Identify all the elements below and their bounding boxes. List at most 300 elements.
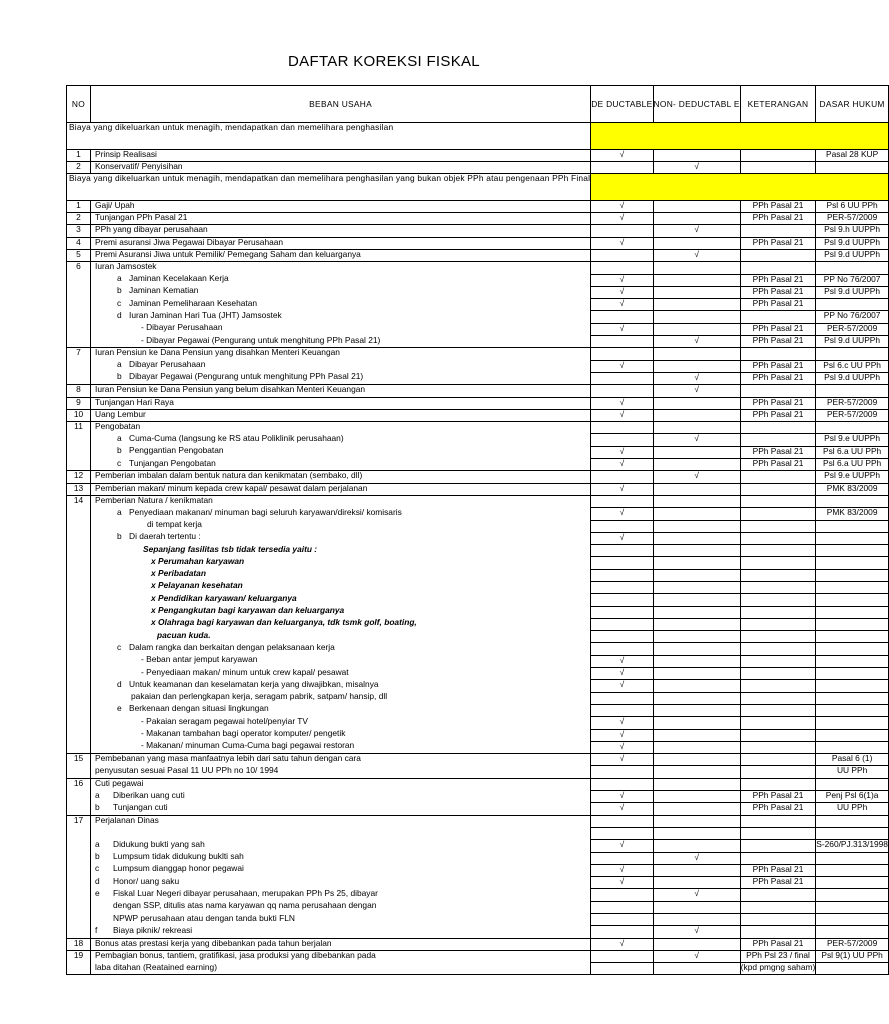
table-row bbox=[67, 864, 889, 876]
table-row bbox=[67, 950, 889, 962]
non-deductable-cell: √ bbox=[653, 336, 740, 348]
deductable-cell: √ bbox=[591, 717, 653, 729]
non-deductable-cell: √ bbox=[653, 434, 740, 446]
non-deductable-cell bbox=[653, 557, 740, 569]
dasar-hukum-cell: Psl 9.d UUPPh bbox=[816, 237, 889, 249]
non-deductable-cell bbox=[653, 803, 740, 815]
keterangan-cell: PPh Pasal 21 bbox=[740, 200, 815, 212]
non-deductable-cell bbox=[653, 606, 740, 618]
keterangan-cell: PPh Pasal 21 bbox=[740, 446, 815, 458]
non-deductable-cell bbox=[653, 409, 740, 421]
keterangan-cell bbox=[740, 680, 815, 692]
item-letter: f bbox=[95, 924, 98, 935]
keterangan-cell bbox=[740, 569, 815, 581]
dasar-hukum-cell: UU PPh bbox=[816, 766, 889, 778]
keterangan-cell bbox=[740, 704, 815, 716]
row-number bbox=[67, 446, 91, 458]
deductable-cell bbox=[591, 348, 653, 360]
keterangan-cell bbox=[740, 311, 815, 323]
item-letter: a bbox=[117, 506, 122, 517]
dasar-hukum-cell bbox=[816, 827, 889, 839]
non-deductable-cell bbox=[653, 938, 740, 950]
keterangan-cell: PPh Pasal 21 bbox=[740, 299, 815, 311]
row-number bbox=[67, 717, 91, 729]
beban-usaha-cell bbox=[91, 926, 591, 938]
dasar-hukum-cell: PER-57/2009 bbox=[816, 397, 889, 409]
beban-usaha-cell bbox=[91, 532, 591, 544]
beban-usaha-cell: pacuan kuda. bbox=[91, 631, 591, 643]
deductable-cell bbox=[591, 766, 653, 778]
row-number bbox=[67, 286, 91, 298]
deductable-cell: √ bbox=[591, 938, 653, 950]
beban-usaha-cell: Pemberian imbalan dalam bentuk natura dan kenikmatan (sembako, dll) bbox=[91, 471, 591, 483]
keterangan-cell: PPh Pasal 21 bbox=[740, 323, 815, 335]
row-number bbox=[67, 311, 91, 323]
beban-usaha-cell: Pembagian bonus, tantiem, gratifikasi, jasa produksi yang dibebankan pada bbox=[91, 950, 591, 962]
keterangan-cell bbox=[740, 557, 815, 569]
deductable-cell bbox=[591, 225, 653, 237]
non-deductable-cell bbox=[653, 422, 740, 434]
deductable-cell: √ bbox=[591, 459, 653, 471]
dasar-hukum-cell bbox=[816, 692, 889, 704]
keterangan-cell bbox=[740, 631, 815, 643]
deductable-cell bbox=[591, 618, 653, 630]
non-deductable-cell: √ bbox=[653, 161, 740, 173]
non-deductable-cell bbox=[653, 877, 740, 889]
row-number: 1 bbox=[67, 200, 91, 212]
keterangan-cell bbox=[740, 766, 815, 778]
non-deductable-cell bbox=[653, 618, 740, 630]
keterangan-cell bbox=[740, 754, 815, 766]
row-number: 7 bbox=[67, 348, 91, 360]
keterangan-cell: PPh Pasal 21 bbox=[740, 864, 815, 876]
keterangan-cell bbox=[740, 149, 815, 161]
keterangan-cell: PPh Pasal 21 bbox=[740, 286, 815, 298]
table-row bbox=[67, 778, 889, 790]
table-row bbox=[67, 655, 889, 667]
deductable-cell: √ bbox=[591, 532, 653, 544]
deductable-cell bbox=[591, 901, 653, 913]
non-deductable-cell bbox=[653, 323, 740, 335]
keterangan-cell: PPh Pasal 21 bbox=[740, 409, 815, 421]
deductable-cell: √ bbox=[591, 274, 653, 286]
beban-usaha-cell: laba ditahan (Reatained earning) bbox=[91, 963, 591, 975]
beban-usaha-cell: Pemberian Natura / kenikmatan bbox=[91, 495, 591, 507]
dasar-hukum-cell bbox=[816, 348, 889, 360]
row-number: 11 bbox=[67, 422, 91, 434]
row-number: 3 bbox=[67, 225, 91, 237]
keterangan-cell bbox=[740, 225, 815, 237]
row-number: 12 bbox=[67, 471, 91, 483]
beban-usaha-cell: Pembebanan yang masa manfaatnya lebih dari satu tahun dengan cara bbox=[91, 754, 591, 766]
row-number bbox=[67, 372, 91, 384]
item-text: Dibayar Pegawai (Pengurang untuk menghitung PPh Pasal 21) bbox=[129, 371, 364, 382]
deductable-cell bbox=[591, 372, 653, 384]
non-deductable-cell bbox=[653, 827, 740, 839]
item-text: Penggantian Pengobatan bbox=[129, 445, 224, 456]
keterangan-cell bbox=[740, 914, 815, 926]
non-deductable-cell bbox=[653, 717, 740, 729]
non-deductable-cell bbox=[653, 569, 740, 581]
beban-usaha-cell: Gaji/ Upah bbox=[91, 200, 591, 212]
keterangan-cell bbox=[740, 889, 815, 901]
item-letter: c bbox=[117, 457, 122, 468]
dasar-hukum-cell bbox=[816, 729, 889, 741]
beban-usaha-cell bbox=[91, 459, 591, 471]
row-number bbox=[67, 926, 91, 938]
deductable-cell: √ bbox=[591, 864, 653, 876]
table-row bbox=[67, 791, 889, 803]
deductable-cell bbox=[591, 606, 653, 618]
deductable-cell: √ bbox=[591, 237, 653, 249]
header-row bbox=[67, 86, 889, 123]
dasar-hukum-cell bbox=[816, 704, 889, 716]
deductable-cell bbox=[591, 914, 653, 926]
item-letter: b bbox=[117, 285, 122, 296]
non-deductable-cell: √ bbox=[653, 249, 740, 261]
non-deductable-cell bbox=[653, 643, 740, 655]
dasar-hukum-cell bbox=[816, 815, 889, 827]
row-number bbox=[67, 520, 91, 532]
row-number bbox=[67, 791, 91, 803]
table-row bbox=[67, 372, 889, 384]
deductable-cell bbox=[591, 249, 653, 261]
item-letter: a bbox=[95, 838, 100, 849]
row-number bbox=[67, 741, 91, 753]
non-deductable-cell bbox=[653, 655, 740, 667]
header-keterangan: KETERANGAN bbox=[740, 86, 815, 123]
keterangan-cell bbox=[740, 717, 815, 729]
row-number bbox=[67, 864, 91, 876]
dasar-hukum-cell bbox=[816, 532, 889, 544]
beban-usaha-cell: Tunjangan Hari Raya bbox=[91, 397, 591, 409]
table-row bbox=[67, 336, 889, 348]
keterangan-cell bbox=[740, 495, 815, 507]
deductable-cell: √ bbox=[591, 791, 653, 803]
keterangan-cell bbox=[740, 508, 815, 520]
dasar-hukum-cell bbox=[816, 618, 889, 630]
header-deductable: DE DUCTABLE bbox=[591, 86, 653, 123]
keterangan-cell bbox=[740, 741, 815, 753]
deductable-cell: √ bbox=[591, 360, 653, 372]
row-number bbox=[67, 532, 91, 544]
beban-usaha-cell: - Dibayar Pegawai (Pengurang untuk menghitung PPh Pasal 21) bbox=[91, 336, 591, 348]
dasar-hukum-cell bbox=[816, 717, 889, 729]
keterangan-cell bbox=[740, 434, 815, 446]
dasar-hukum-cell bbox=[816, 161, 889, 173]
dasar-hukum-cell: PP No 76/2007 bbox=[816, 311, 889, 323]
table-row bbox=[67, 225, 889, 237]
dasar-hukum-cell bbox=[816, 864, 889, 876]
dasar-hukum-cell: Psl 6.a UU PPh bbox=[816, 446, 889, 458]
dasar-hukum-cell: Psl 9.d UUPPh bbox=[816, 372, 889, 384]
keterangan-cell: PPh Pasal 21 bbox=[740, 213, 815, 225]
table-row bbox=[67, 741, 889, 753]
item-text: Penyediaan makanan/ minuman bagi seluruh karyawan/direksi/ komisaris bbox=[129, 506, 402, 517]
keterangan-cell bbox=[740, 606, 815, 618]
dasar-hukum-cell: Psl 9(1) UU PPh bbox=[816, 950, 889, 962]
deductable-cell bbox=[591, 336, 653, 348]
row-number bbox=[67, 704, 91, 716]
item-letter: a bbox=[117, 359, 122, 370]
dasar-hukum-cell: Pasal 6 (1) bbox=[816, 754, 889, 766]
item-letter: a bbox=[95, 789, 100, 800]
beban-usaha-cell: Tunjangan PPh Pasal 21 bbox=[91, 213, 591, 225]
row-number bbox=[67, 360, 91, 372]
dasar-hukum-cell bbox=[816, 581, 889, 593]
table-row bbox=[67, 618, 889, 630]
dasar-hukum-cell: PER-57/2009 bbox=[816, 213, 889, 225]
header-no: NO bbox=[67, 86, 91, 123]
keterangan-cell: PPh Pasal 21 bbox=[740, 360, 815, 372]
keterangan-cell bbox=[740, 827, 815, 839]
beban-usaha-cell: Pengobatan bbox=[91, 422, 591, 434]
item-letter: c bbox=[117, 297, 122, 308]
row-number bbox=[67, 434, 91, 446]
beban-usaha-cell: PPh yang dibayar perusahaan bbox=[91, 225, 591, 237]
keterangan-cell bbox=[740, 618, 815, 630]
keterangan-cell: PPh Pasal 21 bbox=[740, 336, 815, 348]
beban-usaha-cell: NPWP perusahaan atau dengan tanda bukti FLN bbox=[91, 914, 591, 926]
table-row bbox=[67, 901, 889, 913]
row-number bbox=[67, 840, 91, 852]
deductable-cell bbox=[591, 692, 653, 704]
beban-usaha-cell: x Pelayanan kesehatan bbox=[91, 581, 591, 593]
dasar-hukum-cell bbox=[816, 643, 889, 655]
table-row bbox=[67, 397, 889, 409]
row-number bbox=[67, 323, 91, 335]
table-row bbox=[67, 704, 889, 716]
item-text: Diberikan uang cuti bbox=[113, 789, 185, 800]
keterangan-cell bbox=[740, 422, 815, 434]
deductable-cell bbox=[591, 569, 653, 581]
deductable-cell bbox=[591, 889, 653, 901]
keterangan-cell bbox=[740, 926, 815, 938]
non-deductable-cell bbox=[653, 348, 740, 360]
deductable-cell: √ bbox=[591, 149, 653, 161]
item-letter: c bbox=[117, 641, 122, 652]
item-text: Iuran Jaminan Hari Tua (JHT) Jamsostek bbox=[129, 309, 282, 320]
item-text: Fiskal Luar Negeri dibayar perusahaan, merupakan PPh Ps 25, dibayar bbox=[113, 887, 378, 898]
non-deductable-cell bbox=[653, 545, 740, 557]
dasar-hukum-cell: S-260/PJ.313/1998 bbox=[816, 840, 889, 852]
dasar-hukum-cell bbox=[816, 926, 889, 938]
row-number: 14 bbox=[67, 495, 91, 507]
beban-usaha-cell: penyusutan sesuai Pasal 11 UU PPh no 10/ 1994 bbox=[91, 766, 591, 778]
non-deductable-cell bbox=[653, 213, 740, 225]
non-deductable-cell bbox=[653, 668, 740, 680]
table-row bbox=[67, 409, 889, 421]
row-number bbox=[67, 299, 91, 311]
non-deductable-cell bbox=[653, 901, 740, 913]
deductable-cell: √ bbox=[591, 803, 653, 815]
item-text: Lumpsum tidak didukung buklti sah bbox=[113, 851, 244, 862]
keterangan-cell bbox=[740, 249, 815, 261]
non-deductable-cell: √ bbox=[653, 225, 740, 237]
keterangan-cell bbox=[740, 594, 815, 606]
row-number bbox=[67, 569, 91, 581]
keterangan-cell bbox=[740, 161, 815, 173]
dasar-hukum-cell bbox=[816, 495, 889, 507]
item-letter: b bbox=[117, 445, 122, 456]
row-number: 6 bbox=[67, 262, 91, 274]
table-row bbox=[67, 963, 889, 975]
non-deductable-cell bbox=[653, 704, 740, 716]
non-deductable-cell bbox=[653, 914, 740, 926]
deductable-cell bbox=[591, 926, 653, 938]
beban-usaha-cell: Konservatif/ Penyisihan bbox=[91, 161, 591, 173]
dasar-hukum-cell bbox=[816, 778, 889, 790]
dasar-hukum-cell: Psl 9.e UUPPh bbox=[816, 471, 889, 483]
deductable-cell: √ bbox=[591, 668, 653, 680]
row-number bbox=[67, 963, 91, 975]
non-deductable-cell bbox=[653, 815, 740, 827]
deductable-cell: √ bbox=[591, 299, 653, 311]
deductable-cell: √ bbox=[591, 680, 653, 692]
deductable-cell: √ bbox=[591, 508, 653, 520]
row-number bbox=[67, 631, 91, 643]
deductable-cell bbox=[591, 161, 653, 173]
dasar-hukum-cell bbox=[816, 385, 889, 397]
dasar-hukum-cell bbox=[816, 655, 889, 667]
dasar-hukum-cell: UU PPh bbox=[816, 803, 889, 815]
row-number: 19 bbox=[67, 950, 91, 962]
non-deductable-cell: √ bbox=[653, 889, 740, 901]
row-number bbox=[67, 766, 91, 778]
deductable-cell bbox=[591, 815, 653, 827]
non-deductable-cell bbox=[653, 594, 740, 606]
section-highlight bbox=[591, 174, 889, 201]
dasar-hukum-cell bbox=[816, 631, 889, 643]
deductable-cell: √ bbox=[591, 200, 653, 212]
keterangan-cell: PPh Pasal 21 bbox=[740, 274, 815, 286]
row-number: 8 bbox=[67, 385, 91, 397]
keterangan-cell bbox=[740, 385, 815, 397]
row-number bbox=[67, 668, 91, 680]
deductable-cell: √ bbox=[591, 754, 653, 766]
keterangan-cell bbox=[740, 262, 815, 274]
row-number bbox=[67, 274, 91, 286]
non-deductable-cell bbox=[653, 778, 740, 790]
non-deductable-cell bbox=[653, 754, 740, 766]
item-letter: b bbox=[95, 851, 100, 862]
beban-usaha-cell: x Pendidikan karyawan/ keluarganya bbox=[91, 594, 591, 606]
table-row bbox=[67, 581, 889, 593]
row-number bbox=[67, 643, 91, 655]
row-number: 16 bbox=[67, 778, 91, 790]
non-deductable-cell: √ bbox=[653, 852, 740, 864]
dasar-hukum-cell bbox=[816, 668, 889, 680]
deductable-cell bbox=[591, 545, 653, 557]
non-deductable-cell bbox=[653, 791, 740, 803]
non-deductable-cell bbox=[653, 149, 740, 161]
non-deductable-cell bbox=[653, 483, 740, 495]
item-text: Berkenaan dengan situasi lingkungan bbox=[129, 703, 269, 714]
dasar-hukum-cell bbox=[816, 545, 889, 557]
deductable-cell: √ bbox=[591, 741, 653, 753]
deductable-cell: √ bbox=[591, 213, 653, 225]
keterangan-cell: PPh Pasal 21 bbox=[740, 938, 815, 950]
deductable-cell: √ bbox=[591, 409, 653, 421]
non-deductable-cell: √ bbox=[653, 950, 740, 962]
keterangan-cell: (kpd pmgng saham) bbox=[740, 963, 815, 975]
dasar-hukum-cell bbox=[816, 520, 889, 532]
row-number: 13 bbox=[67, 483, 91, 495]
item-text: Jaminan Kecelakaan Kerja bbox=[129, 273, 229, 284]
row-number: 17 bbox=[67, 815, 91, 827]
item-text: Dibayar Perusahaan bbox=[129, 359, 206, 370]
item-letter: a bbox=[117, 273, 122, 284]
row-number bbox=[67, 889, 91, 901]
table-row bbox=[67, 483, 889, 495]
non-deductable-cell bbox=[653, 311, 740, 323]
non-deductable-cell: √ bbox=[653, 471, 740, 483]
deductable-cell bbox=[591, 963, 653, 975]
beban-usaha-cell: Uang Lembur bbox=[91, 409, 591, 421]
row-number bbox=[67, 680, 91, 692]
non-deductable-cell: √ bbox=[653, 926, 740, 938]
dasar-hukum-cell: PER-57/2009 bbox=[816, 409, 889, 421]
section-heading: Biaya yang dikeluarkan untuk menagih, mendapatkan dan memelihara penghasilan bbox=[67, 123, 591, 150]
beban-usaha-cell: - Makanan tambahan bagi operator komputer/ pengetik bbox=[91, 729, 591, 741]
beban-usaha-cell: Prinsip Realisasi bbox=[91, 149, 591, 161]
non-deductable-cell bbox=[653, 237, 740, 249]
deductable-cell bbox=[591, 827, 653, 839]
item-text: Dalam rangka dan berkaitan dengan pelaksanaan kerja bbox=[129, 641, 335, 652]
row-number: 2 bbox=[67, 213, 91, 225]
deductable-cell bbox=[591, 704, 653, 716]
item-text: Didukung bukti yang sah bbox=[113, 838, 205, 849]
beban-usaha-cell: - Makanan/ minuman Cuma-Cuma bagi pegawai restoran bbox=[91, 741, 591, 753]
dasar-hukum-cell: Psl 6.c UU PPh bbox=[816, 360, 889, 372]
item-text: Tunjangan cuti bbox=[113, 801, 168, 812]
item-text: Untuk keamanan dan keselamatan kerja yang diwajibkan, misalnya bbox=[129, 678, 379, 689]
deductable-cell: √ bbox=[591, 483, 653, 495]
item-letter: d bbox=[117, 678, 122, 689]
row-number bbox=[67, 655, 91, 667]
non-deductable-cell bbox=[653, 508, 740, 520]
beban-usaha-cell: - Beban antar jemput karyawan bbox=[91, 655, 591, 667]
beban-usaha-cell: pakaian dan perlengkapan kerja, seragam pabrik, satpam/ hansip, dll bbox=[91, 692, 591, 704]
header-dasar-hukum: DASAR HUKUM bbox=[816, 86, 889, 123]
table-row bbox=[67, 926, 889, 938]
deductable-cell bbox=[591, 950, 653, 962]
keterangan-cell bbox=[740, 532, 815, 544]
row-number bbox=[67, 914, 91, 926]
item-letter: b bbox=[117, 371, 122, 382]
dasar-hukum-cell: PER-57/2009 bbox=[816, 323, 889, 335]
row-number: 5 bbox=[67, 249, 91, 261]
beban-usaha-cell: Premi asuransi Jiwa Pegawai Dibayar Perusahaan bbox=[91, 237, 591, 249]
deductable-cell bbox=[591, 471, 653, 483]
keterangan-cell bbox=[740, 901, 815, 913]
row-number bbox=[67, 692, 91, 704]
item-letter: d bbox=[95, 875, 100, 886]
non-deductable-cell: √ bbox=[653, 372, 740, 384]
non-deductable-cell bbox=[653, 446, 740, 458]
keterangan-cell bbox=[740, 520, 815, 532]
beban-usaha-cell bbox=[91, 803, 591, 815]
deductable-cell bbox=[591, 778, 653, 790]
deductable-cell bbox=[591, 594, 653, 606]
non-deductable-cell bbox=[653, 532, 740, 544]
deductable-cell: √ bbox=[591, 397, 653, 409]
dasar-hukum-cell: Psl 9.e UUPPh bbox=[816, 434, 889, 446]
beban-usaha-cell: Premi Asuransi Jiwa untuk Pemilik/ Pemegang Saham dan keluarganya bbox=[91, 249, 591, 261]
row-number bbox=[67, 827, 91, 839]
keterangan-cell bbox=[740, 643, 815, 655]
section-highlight bbox=[591, 123, 889, 150]
